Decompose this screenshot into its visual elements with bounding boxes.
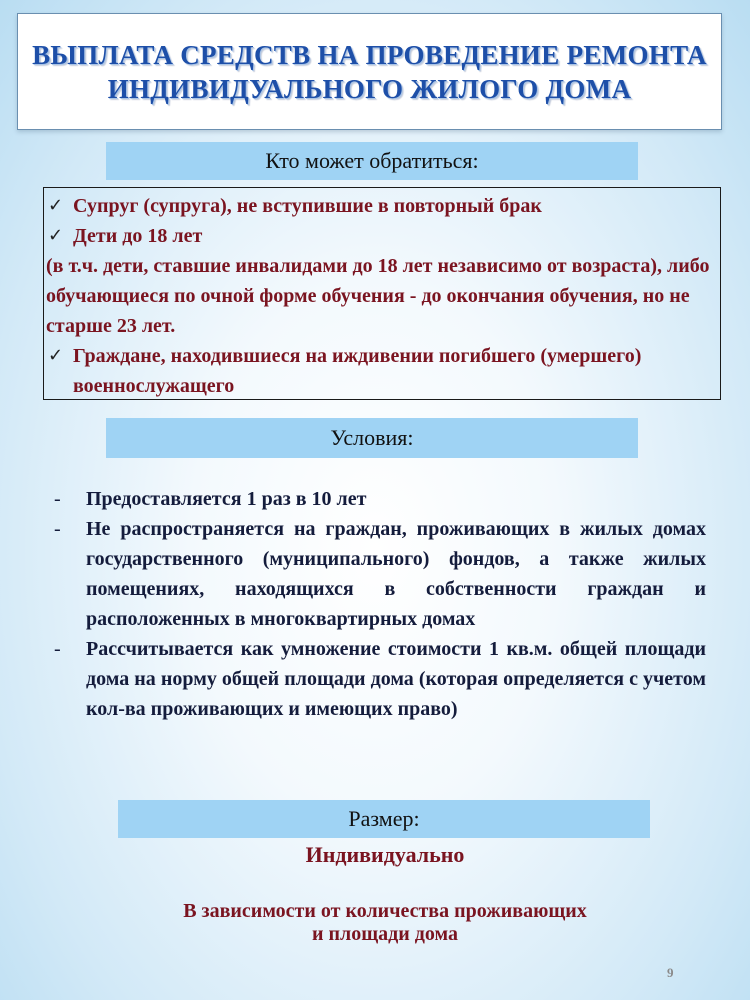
who-item [44, 221, 720, 251]
conditions-heading: Условия: [106, 418, 638, 458]
who-item-text: Граждане, находившиеся на иждивении погибшего (умершего) военнослужащего [73, 345, 642, 397]
condition-text: Не распространяется на граждан, проживающих в жилых домах государственного (муниципального) фондов, а также жилых помещениях, находящихся в собственности граждан и расположенных в многоквартирных домах [86, 518, 706, 630]
who-list-box [43, 187, 721, 400]
condition-item [50, 484, 706, 514]
who-heading: Кто может обратиться: [106, 142, 638, 180]
title-box [17, 13, 722, 130]
size-description [0, 900, 750, 946]
dash-bullet-icon: - [54, 518, 61, 540]
dash-bullet-icon: - [54, 488, 61, 510]
size-line-2: и площади дома [311, 923, 458, 945]
who-item [44, 191, 720, 221]
who-item [44, 341, 720, 401]
title-line-1: ВЫПЛАТА СРЕДСТВ НА ПРОВЕДЕНИЕ РЕМОНТА [32, 39, 707, 70]
checkmark-icon: ✓ [48, 345, 64, 366]
condition-text: Предоставляется 1 раз в 10 лет [86, 488, 367, 510]
title-line-2: ИНДИВИДУАЛЬНОГО ЖИЛОГО ДОМА [107, 73, 632, 104]
who-item-text: Дети до 18 лет [73, 225, 203, 247]
page-number: 9 [667, 965, 674, 980]
condition-item [50, 634, 706, 724]
size-main-value: Индивидуально [305, 842, 465, 867]
condition-item [50, 514, 706, 634]
size-line-1: В зависимости от количества проживающих [183, 900, 587, 922]
condition-text: Рассчитывается как умножение стоимости 1 кв.м. общей площади дома на норму общей площади дома (которая определяется с учетом кол-ва проживающих и имеющих право) [86, 638, 706, 720]
checkmark-icon: ✓ [48, 195, 64, 216]
dash-bullet-icon: - [54, 638, 61, 660]
who-item-text: Супруг (супруга), не вступившие в повторный брак [73, 195, 542, 217]
checkmark-icon: ✓ [48, 225, 64, 246]
size-heading: Размер: [118, 800, 650, 838]
who-note: (в т.ч. дети, ставшие инвалидами до 18 лет независимо от возраста), либо обучающиеся по очной форме обучения - до окончания обучения, но не старше 23 лет. [46, 255, 710, 337]
conditions-list [50, 484, 706, 724]
